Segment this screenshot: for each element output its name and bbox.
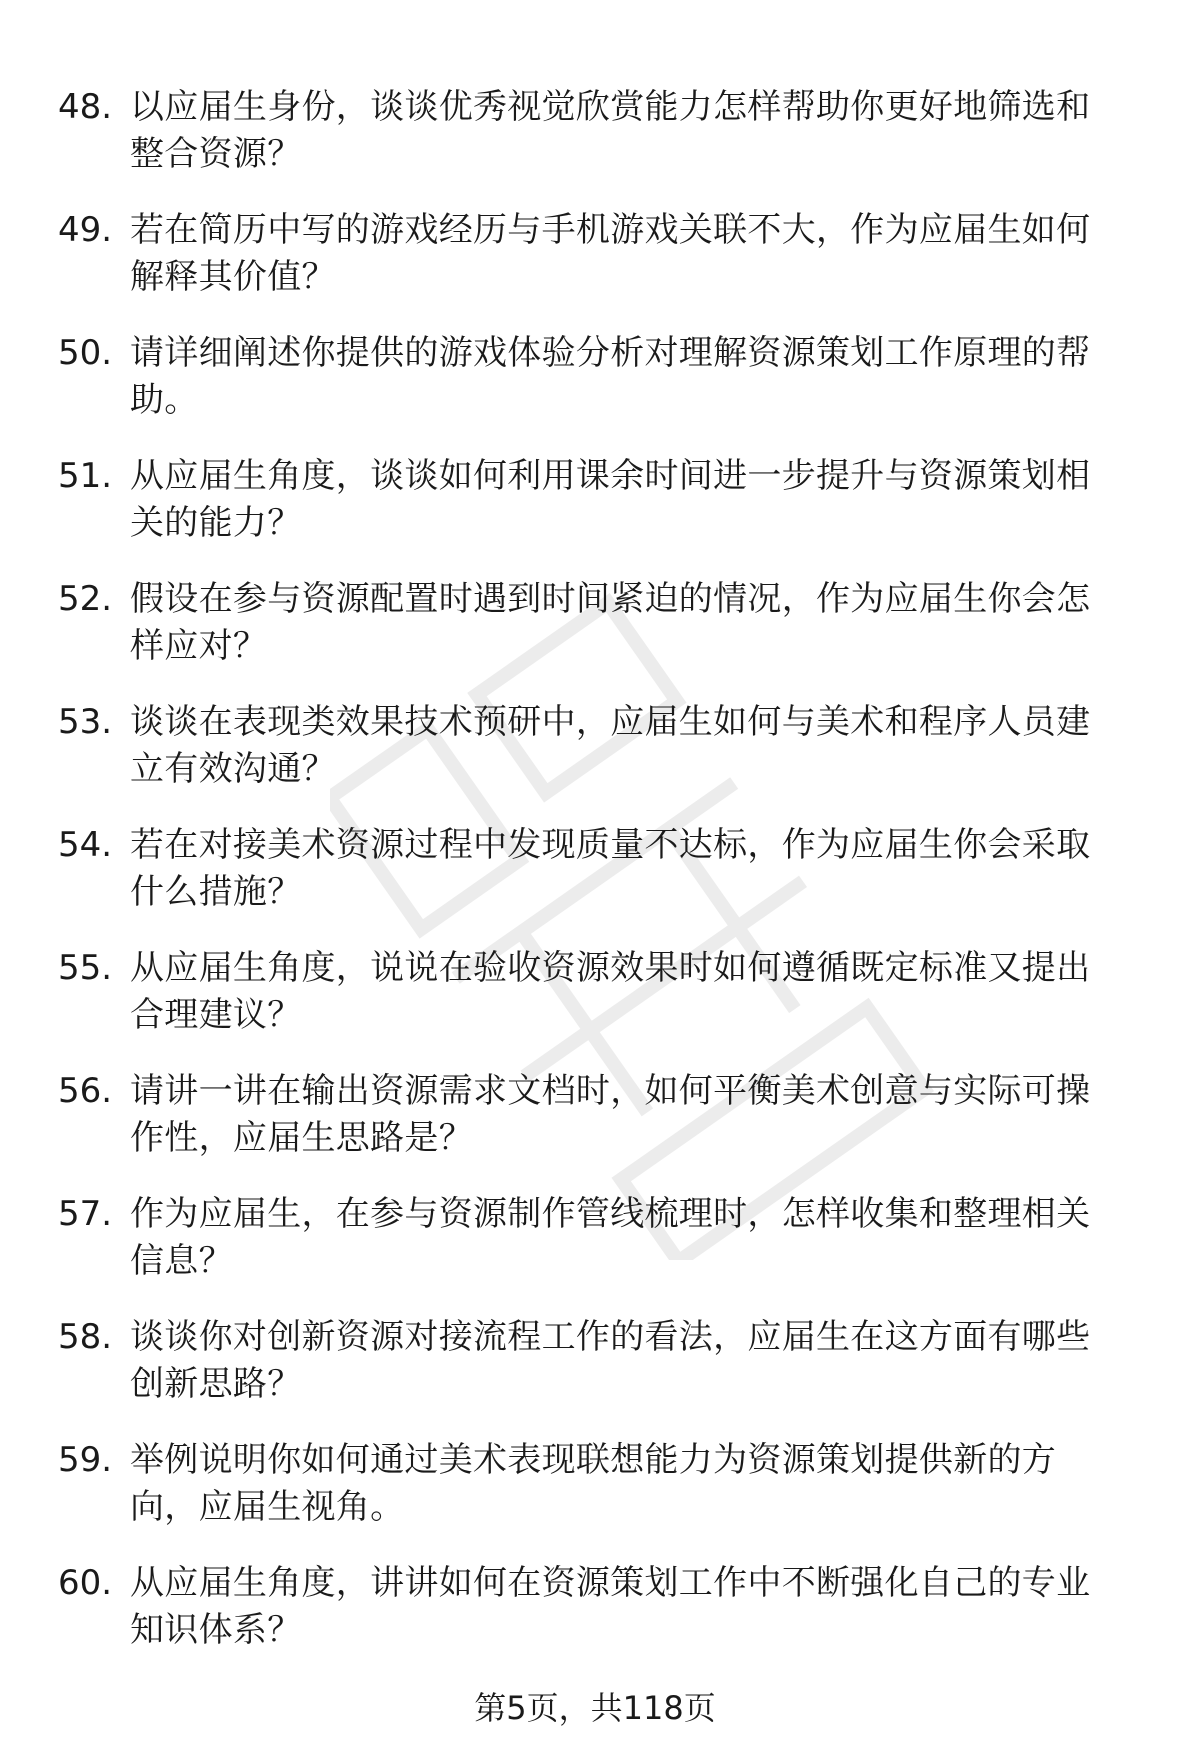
question-line-1: 从应届生角度，谈谈如何利用课余时间进一步提升与资源策划相 xyxy=(130,456,1091,496)
list-item xyxy=(58,822,1158,945)
list-item xyxy=(58,576,1158,699)
question-number: 50. xyxy=(58,333,113,373)
list-item xyxy=(58,945,1158,1068)
question-number: 56. xyxy=(58,1071,113,1111)
question-line-1: 若在简历中写的游戏经历与手机游戏关联不大，作为应届生如何 xyxy=(130,210,1091,250)
question-line-2: 知识体系？ xyxy=(130,1610,302,1650)
question-line-2: 样应对？ xyxy=(130,626,268,666)
question-line-2: 助。 xyxy=(130,380,199,420)
question-text xyxy=(130,330,1190,424)
page-number-label: 第5页，共118页 xyxy=(474,1689,716,1727)
question-line-2: 解释其价值？ xyxy=(130,257,336,297)
question-number: 58. xyxy=(58,1317,113,1357)
list-item xyxy=(58,699,1158,822)
question-line-2: 创新思路？ xyxy=(130,1364,302,1404)
question-line-1: 以应届生身份，谈谈优秀视觉欣赏能力怎样帮助你更好地筛选和 xyxy=(130,87,1091,127)
question-text xyxy=(130,1560,1190,1654)
question-number: 52. xyxy=(58,579,113,619)
question-text xyxy=(130,207,1190,301)
list-item xyxy=(58,1437,1158,1560)
question-number: 57. xyxy=(58,1194,113,1234)
question-text xyxy=(130,1437,1190,1531)
question-line-1: 若在对接美术资源过程中发现质量不达标，作为应届生你会采取 xyxy=(130,825,1091,865)
question-line-1: 举例说明你如何通过美术表现联想能力为资源策划提供新的方 xyxy=(130,1440,1057,1480)
question-line-1: 请讲一讲在输出资源需求文档时，如何平衡美术创意与实际可操 xyxy=(130,1071,1091,1111)
list-item xyxy=(58,453,1158,576)
question-text xyxy=(130,1191,1190,1285)
question-line-2: 立有效沟通？ xyxy=(130,749,336,789)
page-footer xyxy=(0,1688,1190,1728)
question-list xyxy=(58,84,1158,1683)
list-item xyxy=(58,84,1158,207)
question-line-1: 从应届生角度，说说在验收资源效果时如何遵循既定标准又提出 xyxy=(130,948,1091,988)
list-item xyxy=(58,1314,1158,1437)
list-item xyxy=(58,1560,1158,1683)
question-text xyxy=(130,699,1190,793)
list-item xyxy=(58,1068,1158,1191)
question-text xyxy=(130,84,1190,178)
question-number: 48. xyxy=(58,87,113,127)
question-number: 51. xyxy=(58,456,113,496)
question-line-1: 假设在参与资源配置时遇到时间紧迫的情况，作为应届生你会怎 xyxy=(130,579,1091,619)
question-line-1: 从应届生角度，讲讲如何在资源策划工作中不断强化自己的专业 xyxy=(130,1563,1091,1603)
question-line-2: 关的能力？ xyxy=(130,503,302,543)
question-line-2: 什么措施？ xyxy=(130,872,302,912)
question-number: 55. xyxy=(58,948,113,988)
question-number: 59. xyxy=(58,1440,113,1480)
question-number: 54. xyxy=(58,825,113,865)
question-text xyxy=(130,822,1190,916)
question-text xyxy=(130,576,1190,670)
question-text xyxy=(130,1068,1190,1162)
question-line-2: 作性，应届生思路是？ xyxy=(130,1118,473,1158)
question-line-2: 信息？ xyxy=(130,1241,233,1281)
question-number: 53. xyxy=(58,702,113,742)
question-line-2: 向，应届生视角。 xyxy=(130,1487,405,1527)
question-line-1: 谈谈在表现类效果技术预研中，应届生如何与美术和程序人员建 xyxy=(130,702,1091,742)
question-line-2: 合理建议？ xyxy=(130,995,302,1035)
question-line-2: 整合资源？ xyxy=(130,134,302,174)
question-line-1: 谈谈你对创新资源对接流程工作的看法，应届生在这方面有哪些 xyxy=(130,1317,1091,1357)
list-item xyxy=(58,207,1158,330)
question-text xyxy=(130,945,1190,1039)
question-text xyxy=(130,453,1190,547)
list-item xyxy=(58,330,1158,453)
question-line-1: 请详细阐述你提供的游戏体验分析对理解资源策划工作原理的帮 xyxy=(130,333,1091,373)
question-number: 60. xyxy=(58,1563,113,1603)
question-number: 49. xyxy=(58,210,113,250)
question-text xyxy=(130,1314,1190,1408)
list-item xyxy=(58,1191,1158,1314)
question-line-1: 作为应届生，在参与资源制作管线梳理时，怎样收集和整理相关 xyxy=(130,1194,1091,1234)
